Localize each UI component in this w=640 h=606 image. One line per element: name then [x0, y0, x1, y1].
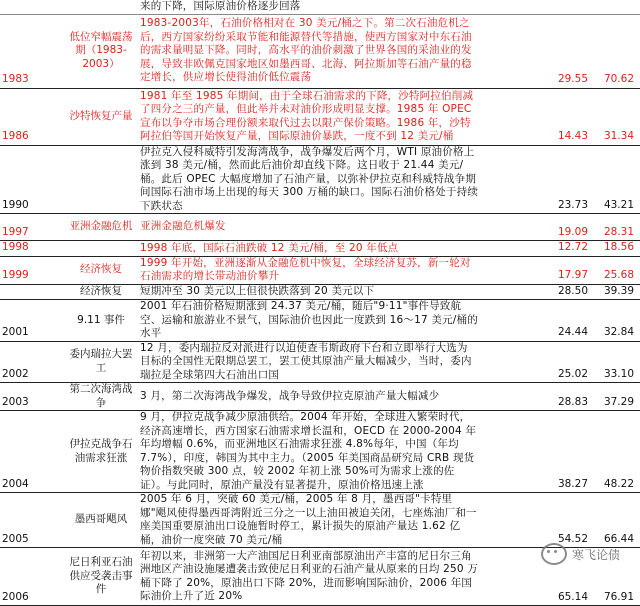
price-low: 14.43: [557, 130, 588, 142]
price-low: 28.83: [557, 395, 588, 408]
event-name: [64, 241, 138, 257]
event-description: 2001 年石油价格短期涨到 24.37 美元/桶，随后"9·11"事件导致航空、运输和旅游业不景气，国际油价也因此一度跌到 16～17 美元/桶的水平: [140, 300, 478, 339]
event-name: 经济恢复: [80, 263, 122, 276]
table-row: [0, 256, 640, 284]
event-description: 1999 年开始，亚洲逐渐从金融危机中恢复，全球经济复苏，新一轮对石油需求的增长带动油价攀升: [140, 256, 471, 282]
event-name: 经济恢复: [80, 285, 122, 297]
table-row: [0, 383, 640, 411]
year: 2001: [2, 326, 29, 338]
table-row: [0, 88, 640, 145]
spacer: [480, 88, 532, 145]
price-low: 29.55: [557, 73, 588, 85]
event-name: 沙特恢复产量: [69, 109, 133, 122]
wechat-icon: [541, 543, 567, 565]
event-description: 伊拉克入侵科威特引发海湾战争，战争爆发后两个月，WTI 原油价格上涨到 38 美元/桶，然而此后油价却直线下降。这日收于 21.44 美元/桶。此后 OPEC 大幅度增加了石油产量，以弥补伊拉克和科威特战争期间国际石油市场上出现的每天 300 万桶的缺口。国际石油价格处于持续下跌状态: [140, 145, 479, 212]
event-name: 墨西哥飓风: [74, 513, 128, 526]
event-description: 12 月，委内瑞拉反对派进行以迫使查韦斯政府下台和立即举行大选为目标的全国性无限期总罢工，罢工使其原油产量大幅减少，当时，委内瑞拉是全球第四大石油出口国: [140, 341, 472, 381]
spacer: [480, 14, 532, 88]
event-description: 年初以来，非洲第一大产油国尼日利亚南部原油出产丰富的尼日尔三角洲地区产油设施屡遭袭击致使尼日利亚的石油产量从原来的日均 250 万桶下降了 20%，原油出口下降 20%，进而影响国际油价，2006 年国际油价上升了近 20%: [140, 549, 479, 602]
table-row: [0, 411, 640, 493]
spacer: [480, 383, 532, 411]
event-name: 伊拉克战争石油需求狂涨: [69, 438, 133, 464]
event-name: 委内瑞拉大罢工: [69, 348, 133, 374]
price-high: 31.34: [603, 130, 634, 142]
event-name: 亚洲金融危机: [69, 220, 133, 233]
event-description: 2005 年 6 月，突破 60 美元/桶，2005 年 8 月，墨西哥"卡特里娜"飓风使得墨西哥湾附近三分之一以上油田被迫关闭，七座炼油厂和一座美国重要原油出口设施暂时停工，累计损失的原油产量达 1.62 亿桶，油价一度突破 70 美元/桶: [140, 493, 477, 546]
year: 1983: [2, 73, 29, 85]
continued-row: [0, 0, 640, 14]
price-high: 25.68: [603, 269, 634, 281]
year: 2006: [2, 590, 29, 603]
event-name: 低位窄幅震荡期（1983-2003）: [69, 30, 133, 70]
table-row: [0, 14, 640, 88]
continued-description: 来的下降，国际原油价格逐步回落: [140, 0, 301, 12]
watermark-text: 寒飞论债: [571, 547, 620, 562]
table-row: [0, 284, 640, 300]
spacer: [480, 214, 532, 241]
event-description: 1983-2003年，石油价格相对在 30 美元/桶之下。第二次石油危机之后，西方国家纷纷采取节能和能源替代等措施，使西方国家对中东石油的需求量明显下降。同时，高水平的油价刺激了世界各国的采油业的发展，导致非欧佩克国家地区如墨西哥、北海、阿拉斯加等石油产量的稳定增长，供应增长使得油价低位震荡: [140, 17, 472, 84]
table-row: [0, 493, 640, 548]
table-row: [0, 300, 640, 342]
price-high: 39.39: [603, 284, 634, 297]
spacer: [480, 411, 532, 493]
spacer: [480, 256, 532, 284]
event-description: 9 月，伊拉克战争减少原油供给。2004 年开始，全球进入繁荣时代，经济高速增长，西方国家石油需求增长温和，OECD 在 2000-2004 年年均增幅 0.6%，而亚洲地区石油需求狂涨 4.8%每年，中国（年均 7.7%），印度，韩国为其中主力。（2005 年美国商品研究局 CRB 现货物价指数突破 300 点，较 2002 年初上涨 50%可为需求上涨的佐证）。与此同时，原油产量没有显著提升，原油价格迅速上涨: [140, 411, 477, 491]
year: 2005: [2, 532, 29, 545]
event-description: 1998 年底，国际石油跌破 12 美元/桶，至 20 年低点: [140, 241, 399, 254]
year: 1997: [2, 225, 29, 238]
price-high: 32.84: [603, 326, 634, 338]
year: 1986: [2, 130, 29, 142]
event-description: 1981 年至 1985 年期间，由于全球石油需求的下降，沙特阿拉伯削减了四分之三的产量，但此举并未对油价形成明显支撑。1985 年 OPEC 宣布以争夺市场合理份额来取代过去以限产保价策略。1986 年，沙特阿拉伯等国开始恢复产量，国际原油价暴跌，一度不到 12 美元/桶: [140, 89, 474, 142]
price-high: 18.56: [603, 241, 634, 253]
year: 1998: [2, 241, 29, 253]
price-low: 23.73: [557, 198, 588, 211]
price-high: 76.91: [603, 590, 634, 603]
event-description: 短期冲至 30 美元以上但很快跌落到 20 美元以下: [140, 285, 375, 297]
year: 2002: [2, 367, 29, 380]
event-description: 3 月，第二次海湾战争爆发，战争导致伊拉克原油产量大幅减少: [140, 389, 440, 402]
price-low: 28.50: [557, 284, 588, 297]
price-high: 70.62: [603, 73, 634, 85]
year: [0, 284, 64, 300]
table-row: [0, 341, 640, 383]
spacer: [480, 341, 532, 383]
table-row: [0, 214, 640, 241]
price-high: 43.21: [603, 198, 634, 211]
price-low: 38.27: [557, 477, 588, 490]
year: 1999: [2, 269, 29, 281]
price-low: 12.72: [557, 241, 588, 253]
table-row: [0, 241, 640, 257]
year: 1990: [2, 198, 29, 211]
event-name: 尼日利亚石油供应受袭击事件: [69, 556, 133, 596]
table-row: [0, 145, 640, 214]
price-high: 37.29: [603, 395, 634, 408]
event-description: 亚洲金融危机爆发: [140, 220, 226, 233]
event-name: 第二次海湾战争: [69, 383, 133, 409]
spacer: [480, 145, 532, 214]
price-low: 65.14: [557, 590, 588, 603]
price-low: 54.52: [557, 532, 588, 545]
spacer: [480, 493, 532, 548]
price-low: 17.97: [557, 269, 588, 281]
event-name: [64, 145, 138, 214]
watermark: [541, 543, 620, 565]
price-high: 28.31: [603, 225, 634, 238]
price-high: 66.44: [603, 532, 634, 545]
price-high: 33.10: [603, 367, 634, 380]
price-low: 25.02: [557, 367, 588, 380]
year: 2004: [2, 477, 29, 490]
price-low: 19.09: [557, 225, 588, 238]
spacer: [480, 300, 532, 342]
spacer: [480, 284, 532, 300]
year: 2003: [2, 395, 29, 408]
price-high: 48.22: [603, 477, 634, 490]
spacer: [480, 241, 532, 257]
event-name: 9.11 事件: [77, 313, 125, 326]
price-low: 24.44: [557, 326, 588, 338]
spacer: [480, 548, 532, 606]
